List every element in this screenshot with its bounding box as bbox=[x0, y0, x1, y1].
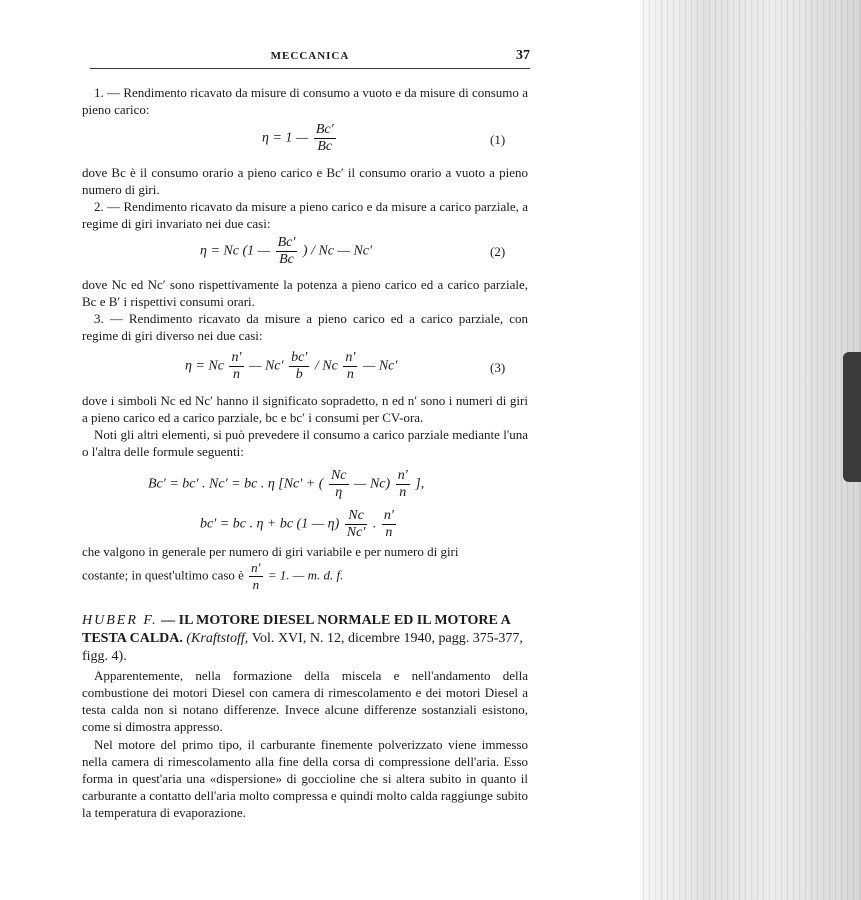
formula-5 bbox=[200, 508, 398, 541]
formula-3-part: η = Nc bbox=[185, 358, 224, 374]
formula-4-part: — Nc) bbox=[354, 476, 391, 492]
formula-2-right: ) / Nc — Nc′ bbox=[302, 243, 373, 259]
body-paragraph-2: Nel motore del primo tipo, il carburante finemente polverizzato viene immesso nella camera di rimescolamento alla fine della corsa di compressione dell'aria. Esso forma in quest'aria una «dispersione» di goccioline che si altera subito in quanto il carburante a contatto dell'aria molto compressa e quindi molto calda raggiunge subito la temperatura di evaporazione. bbox=[82, 737, 528, 820]
fraction-numerator: n′ bbox=[251, 560, 261, 575]
fraction-denominator: Bc bbox=[279, 252, 294, 267]
body-paragraph-1: Apparentemente, nella formazione della miscela e nell'andamento della combustione dei motori Diesel con camera di rimescolamento e dei motori Diesel a testa calda non si notano differenze. Invece alcune differenze sostanziali esistono, come si dimostra appresso. bbox=[82, 668, 528, 734]
fraction-denominator: Bc bbox=[317, 139, 333, 154]
fraction-denominator: n bbox=[346, 367, 354, 382]
fraction-numerator: n′ bbox=[397, 468, 408, 483]
item-1-explanation: dove Bc è il consumo orario a pieno carico e Bc′ il consumo orario a vuoto a pieno numero di giri. bbox=[82, 165, 528, 197]
formula-5-fraction bbox=[382, 508, 396, 541]
formula-4-part: Bc′ = bc′ . Nc′ = bc . η [Nc′ + ( bbox=[148, 476, 324, 492]
formula-2-left: η = Nc (1 — bbox=[200, 243, 274, 259]
article-journal: (Kraftstoff, bbox=[186, 631, 249, 646]
formula-1-lhs: η = 1 — bbox=[262, 130, 312, 146]
fraction-numerator: n′ bbox=[231, 350, 242, 365]
equation-number-1: (1) bbox=[490, 132, 506, 147]
item-2-explanation: dove Nc ed Nc′ sono rispettivamente la potenza a pieno carico ed a carico parziale, Bc e B′ i rispettivi consumi orari. bbox=[82, 277, 528, 309]
formula-3-part: — Nc′ bbox=[362, 358, 398, 374]
item-3-note: Noti gli altri elementi, si può prevedere il consumo a carico parziale mediante l'una o l'altra delle formule seguenti: bbox=[82, 427, 528, 459]
fraction-denominator: b bbox=[295, 367, 303, 382]
article-title: IL MOTORE DIESEL NORMALE ED IL MOTORE A TESTA CALDA. bbox=[82, 613, 510, 646]
fraction-numerator: Nc bbox=[330, 468, 347, 483]
conclusion-line-2 bbox=[82, 560, 528, 593]
formula-1-fraction bbox=[314, 122, 336, 155]
item-3-explanation: dove i simboli Nc ed Nc′ hanno il significato sopradetto, n ed n′ sono i numeri di giri a pieno carico ed a carico parziale, bc e bc′ i consumi per CV-ora. bbox=[82, 393, 528, 425]
fraction-numerator: bc′ bbox=[291, 350, 308, 365]
heading-dash: — bbox=[161, 613, 179, 628]
running-header bbox=[90, 50, 530, 66]
formula-2 bbox=[200, 235, 372, 268]
fraction-denominator: η bbox=[335, 485, 343, 500]
fraction-numerator: n′ bbox=[345, 350, 356, 365]
fraction-denominator: n bbox=[399, 485, 407, 500]
fraction-numerator: Bc′ bbox=[277, 235, 296, 250]
formula-3-part: — Nc′ bbox=[249, 358, 284, 374]
formula-1 bbox=[262, 122, 338, 155]
article-author: HUBER F. bbox=[82, 613, 158, 628]
fraction-numerator: n′ bbox=[383, 508, 394, 523]
section-title: MECCANICA bbox=[270, 50, 350, 62]
formula-3-fraction bbox=[229, 350, 243, 383]
conclusion-fraction bbox=[249, 560, 262, 593]
formula-4-fraction bbox=[396, 468, 410, 501]
article-details: Vol. XVI, N. 12, dicembre 1940, pagg. 375-377, figg. 4). bbox=[82, 631, 523, 664]
fraction-denominator: n bbox=[232, 367, 240, 382]
page-tab-marker bbox=[843, 352, 861, 482]
formula-3 bbox=[185, 350, 397, 383]
formula-5-fraction bbox=[345, 508, 368, 541]
formula-3-part: / Nc bbox=[314, 358, 338, 374]
equation-number-3: (3) bbox=[490, 360, 506, 375]
fraction-denominator: n bbox=[385, 525, 393, 540]
fraction-numerator: Bc′ bbox=[315, 122, 334, 137]
formula-4 bbox=[148, 468, 424, 501]
formula-5-part: . bbox=[372, 516, 380, 532]
book-page-edge bbox=[640, 0, 861, 900]
item-2-text: 2. — Rendimento ricavato da misure a pieno carico e da misure a carico parziale, a regime di giri invariato nei due casi: bbox=[82, 199, 528, 231]
formula-5-part: bc′ = bc . η + bc (1 — η) bbox=[200, 516, 340, 532]
fraction-denominator: n bbox=[252, 577, 260, 592]
article-heading bbox=[82, 612, 534, 666]
item-1-text: 1. — Rendimento ricavato da misure di consumo a vuoto e da misure di consumo a pieno carico: bbox=[82, 85, 528, 117]
item-3-text: 3. — Rendimento ricavato da misure a pieno carico ed a carico parziale, con regime di giri diverso nei due casi: bbox=[82, 311, 528, 343]
fraction-denominator: Nc′ bbox=[346, 525, 366, 540]
formula-3-fraction bbox=[289, 350, 309, 383]
formula-4-part: ], bbox=[415, 476, 425, 492]
page-number: 37 bbox=[516, 48, 530, 63]
conclusion-line-1: che valgono in generale per numero di giri variabile e per numero di giri bbox=[82, 544, 459, 559]
formula-2-fraction bbox=[276, 235, 298, 268]
formula-4-fraction bbox=[329, 468, 349, 501]
header-rule bbox=[90, 68, 530, 69]
conclusion-text: costante; in quest'ultimo caso è bbox=[82, 567, 244, 583]
equation-number-2: (2) bbox=[490, 244, 506, 259]
formula-3-fraction bbox=[343, 350, 357, 383]
conclusion-qed: = 1. — m. d. f. bbox=[267, 567, 344, 583]
fraction-numerator: Nc bbox=[345, 508, 368, 525]
